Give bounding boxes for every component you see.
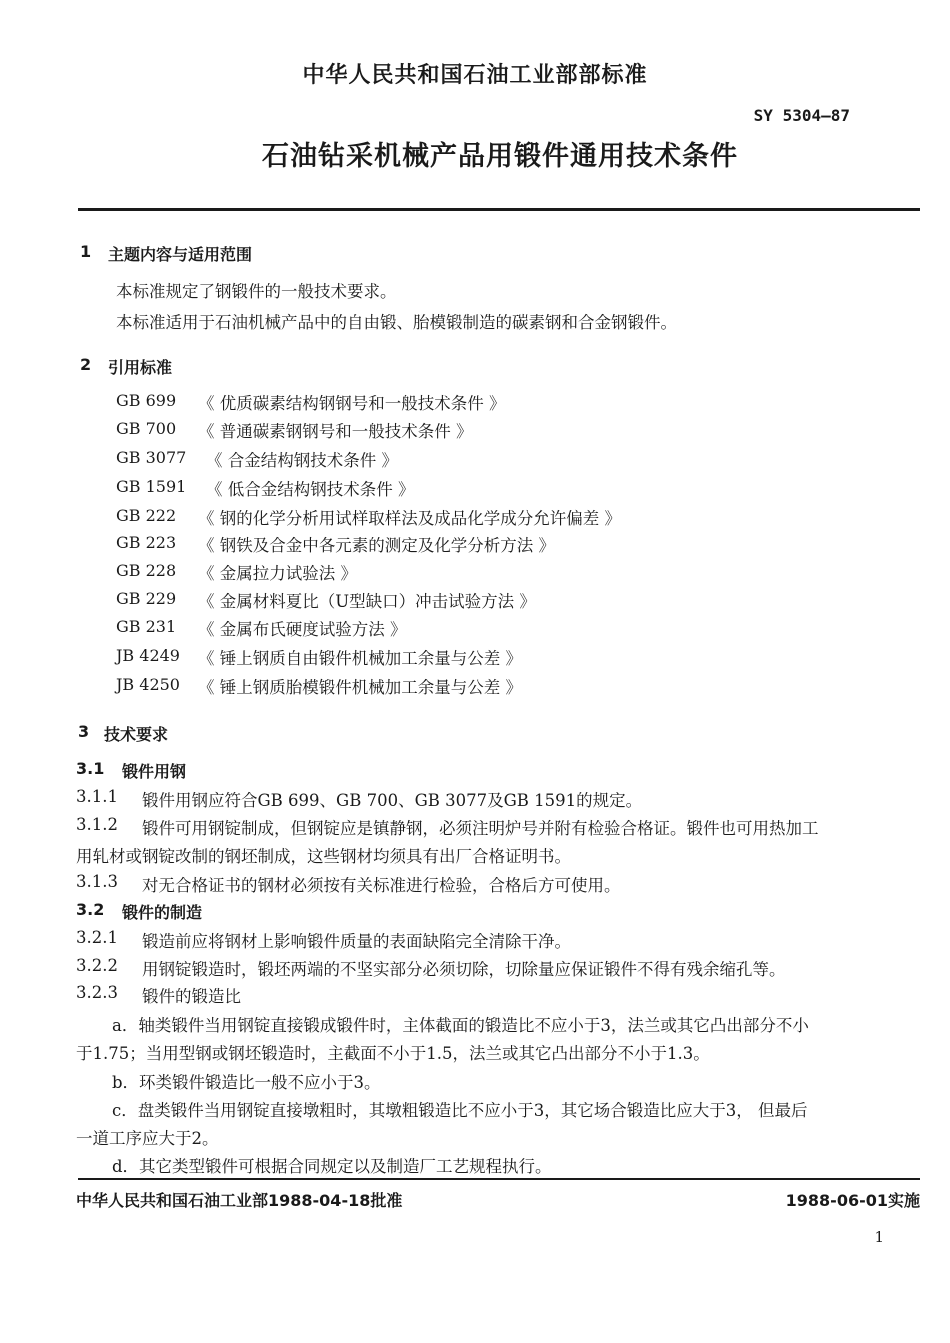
ref-code: GB 231: [116, 617, 177, 636]
clause-3-1-number: 3.1: [76, 759, 105, 778]
section-1-paragraph-1: 本标准规定了钢锻件的一般技术要求。: [116, 282, 397, 301]
section-3-number: 3: [78, 722, 90, 741]
ref-code: GB 3077: [116, 448, 187, 467]
ref-code: GB 1591: [116, 477, 187, 496]
ref-title: 《 金属拉力试验法 》: [198, 564, 357, 583]
section-3-heading: 技术要求: [104, 725, 169, 744]
ref-code: JB 4250: [116, 675, 180, 694]
effective-date: 1988-06-01实施: [785, 1191, 920, 1210]
ref-code: JB 4249: [116, 646, 180, 665]
ref-title: 《 锤上钢质胎模锻件机械加工余量与公差 》: [198, 678, 522, 697]
ref-code: GB 222: [116, 506, 177, 525]
ref-title: 《 合金结构钢技术条件 》: [206, 451, 398, 470]
ref-code: GB 700: [116, 419, 177, 438]
top-rule: [78, 208, 920, 211]
section-2-heading: 引用标准: [108, 358, 173, 377]
item-c-line2: 一道工序应大于2。: [76, 1129, 219, 1148]
ref-code: GB 223: [116, 533, 177, 552]
ref-title: 《 金属布氏硬度试验方法 》: [198, 620, 407, 639]
ref-title: 《 金属材料夏比（U型缺口）冲击试验方法 》: [198, 592, 536, 611]
clause-3-2-3-number: 3.2.3: [76, 983, 118, 1002]
clause-3-1-2-number: 3.1.2: [76, 815, 118, 834]
ref-title: 《 钢的化学分析用试样取样法及成品化学成分允许偏差 》: [198, 509, 621, 528]
item-b: b．环类锻件锻造比一般不应小于3。: [112, 1073, 381, 1092]
clause-3-2-number: 3.2: [76, 900, 105, 919]
clause-3-1-1-text: 锻件用钢应符合GB 699、GB 700、GB 3077及GB 1591的规定。: [142, 791, 643, 810]
item-a-line2: 于1.75；当用型钢或钢坯锻造时，主截面不小于1.5，法兰或其它凸出部分不小于1.3。: [76, 1044, 710, 1063]
page-number: 1: [874, 1228, 884, 1246]
clause-3-2-heading: 锻件的制造: [122, 903, 203, 922]
ref-code: GB 229: [116, 589, 177, 608]
bottom-rule: [78, 1178, 920, 1180]
approval-line: 中华人民共和国石油工业部1988-04-18批准: [76, 1191, 403, 1210]
section-1-paragraph-2: 本标准适用于石油机械产品中的自由锻、胎模锻制造的碳素钢和合金钢锻件。: [116, 313, 677, 332]
item-c-line1: c．盘类锻件当用钢锭直接墩粗时，其墩粗锻造比不应小于3，其它场合锻造比应大于3， 但最后: [112, 1101, 808, 1120]
ref-title: 《 低合金结构钢技术条件 》: [206, 480, 415, 499]
item-a-line1: a．轴类锻件当用钢锭直接锻成锻件时，主体截面的锻造比不应小于3，法兰或其它凸出部分不小: [112, 1016, 809, 1035]
section-2-number: 2: [80, 355, 92, 374]
clause-3-2-2-number: 3.2.2: [76, 956, 118, 975]
header-organization: 中华人民共和国石油工业部部标准: [302, 63, 648, 88]
standard-number: SY 5304—87: [753, 106, 850, 125]
document-title: 石油钻采机械产品用锻件通用技术条件: [262, 141, 738, 172]
clause-3-2-1-number: 3.2.1: [76, 928, 118, 947]
ref-title: 《 钢铁及合金中各元素的测定及化学分析方法 》: [198, 536, 555, 555]
ref-title: 《 锤上钢质自由锻件机械加工余量与公差 》: [198, 649, 522, 668]
clause-3-1-1-number: 3.1.1: [76, 787, 118, 806]
clause-3-2-2-text: 用钢锭锻造时，锻坯两端的不坚实部分必须切除，切除量应保证锻件不得有残余缩孔等。: [142, 960, 786, 979]
clause-3-2-1-text: 锻造前应将钢材上影响锻件质量的表面缺陷完全清除干净。: [142, 932, 571, 951]
clause-3-1-3-number: 3.1.3: [76, 872, 118, 891]
clause-3-1-2-text-line1: 锻件可用钢锭制成，但钢锭应是镇静钢，必须注明炉号并附有检验合格证。锻件也可用热加工: [142, 819, 819, 838]
ref-code: GB 228: [116, 561, 177, 580]
clause-3-1-heading: 锻件用钢: [122, 762, 187, 781]
clause-3-1-3-text: 对无合格证书的钢材必须按有关标准进行检验，合格后方可使用。: [142, 876, 621, 895]
clause-3-1-2-text-line2: 用轧材或钢锭改制的钢坯制成，这些钢材均须具有出厂合格证明书。: [76, 847, 571, 866]
ref-title: 《 普通碳素钢钢号和一般技术条件 》: [198, 422, 473, 441]
section-1-number: 1: [80, 242, 92, 261]
ref-code: GB 699: [116, 391, 177, 410]
ref-title: 《 优质碳素结构钢钢号和一般技术条件 》: [198, 394, 506, 413]
clause-3-2-3-text: 锻件的锻造比: [142, 987, 241, 1006]
section-1-heading: 主题内容与适用范围: [108, 245, 253, 264]
item-d: d．其它类型锻件可根据合同规定以及制造厂工艺规程执行。: [112, 1157, 552, 1176]
